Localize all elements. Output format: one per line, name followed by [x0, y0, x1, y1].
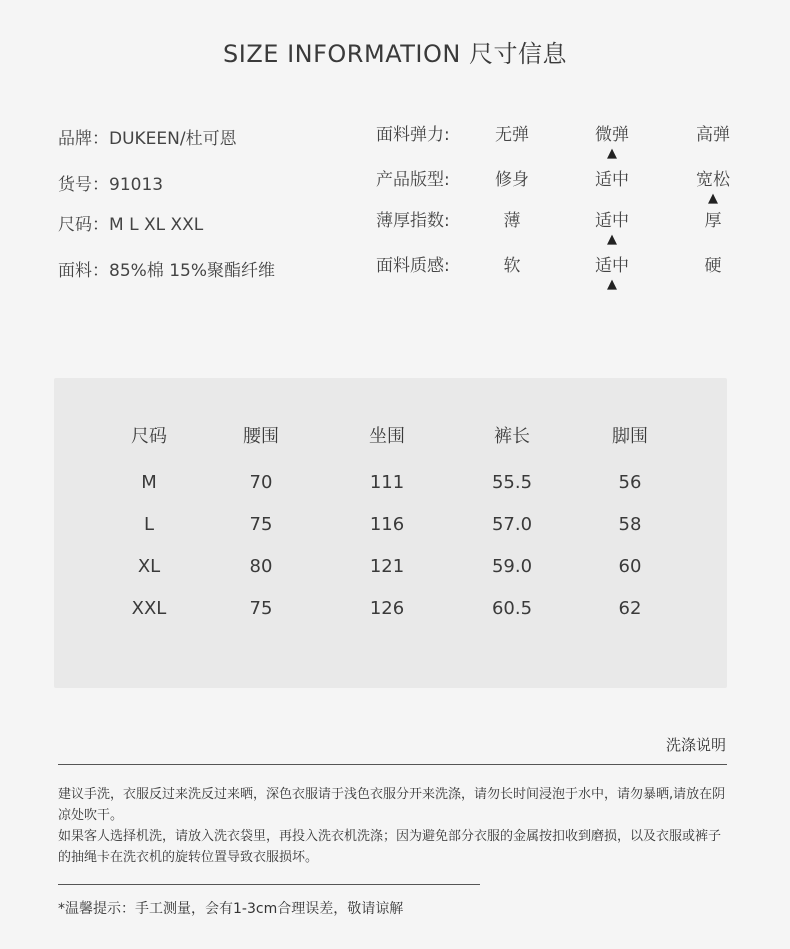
selected-arrow-icon: ▲: [607, 146, 617, 161]
wash-title: 洗涤说明: [665, 736, 726, 754]
table-cell: XL: [137, 556, 161, 577]
attribute-label: 薄厚指数:: [376, 211, 450, 231]
attribute-option: 微弹: [595, 125, 629, 145]
attribute-option: 厚: [704, 211, 722, 231]
divider: [58, 764, 727, 765]
table-cell: 56: [618, 472, 642, 493]
table-cell: XXL: [131, 598, 167, 619]
measurement-tip: *温馨提示：手工测量，会有1-3cm合理误差，敬请谅解: [58, 901, 404, 917]
table-cell: 121: [369, 556, 405, 577]
attribute-option: 软: [503, 256, 521, 276]
attribute-option: 宽松: [696, 170, 730, 190]
selected-arrow-icon: ▲: [708, 191, 718, 206]
table-cell: 75: [249, 514, 273, 535]
table-cell: L: [143, 514, 155, 535]
wash-instructions: [58, 784, 728, 868]
attribute-label: 面料弹力:: [376, 125, 450, 145]
table-cell: 59.0: [491, 556, 533, 577]
table-header-cell: 尺码: [131, 426, 167, 447]
size-table: [54, 378, 727, 688]
wash-line-2: 如果客人选择机洗，请放入洗衣袋里，再投入洗衣机洗涤；因为避免部分衣服的金属按扣收到磨损，以及衣服或裤子的抽绳卡在洗衣机的旋转位置导致衣服损坏。: [58, 829, 722, 865]
table-header-cell: 坐围: [369, 426, 405, 447]
table-cell: 62: [618, 598, 642, 619]
attribute-label: 产品版型:: [376, 170, 450, 190]
attribute-option: 适中: [595, 170, 629, 190]
attribute-option: 高弹: [696, 125, 730, 145]
table-cell: 80: [249, 556, 273, 577]
material-text: 面料：85%棉 15%聚酯纤维: [58, 261, 275, 281]
table-cell: 58: [618, 514, 642, 535]
attribute-option: 硬: [704, 256, 722, 276]
table-cell: 70: [249, 472, 273, 493]
selected-arrow-icon: ▲: [607, 277, 617, 292]
table-header-cell: 腰围: [243, 426, 279, 447]
divider: [58, 884, 480, 885]
sizes-text: 尺码：M L XL XXL: [58, 215, 204, 235]
page-title: SIZE INFORMATION 尺寸信息: [223, 40, 567, 68]
table-header-cell: 裤长: [494, 426, 530, 447]
table-cell: 60.5: [491, 598, 533, 619]
table-cell: 75: [249, 598, 273, 619]
wash-line-1: 建议手洗，衣服反过来洗反过来晒，深色衣服请于浅色衣服分开来洗涤，请勿长时间浸泡于水中，请勿暴晒,请放在阴凉处吹干。: [58, 787, 726, 823]
attribute-option: 修身: [495, 170, 529, 190]
table-cell: 116: [369, 514, 405, 535]
table-cell: 55.5: [491, 472, 533, 493]
table-cell: 126: [369, 598, 405, 619]
attribute-label: 面料质感:: [376, 256, 450, 276]
table-header-cell: 脚围: [612, 426, 648, 447]
table-cell: 60: [618, 556, 642, 577]
brand-text: 品牌：DUKEEN/杜可恩: [58, 129, 237, 149]
attribute-option: 薄: [503, 211, 521, 231]
table-cell: 57.0: [491, 514, 533, 535]
selected-arrow-icon: ▲: [607, 232, 617, 247]
attribute-option: 适中: [595, 211, 629, 231]
item-number-text: 货号：91013: [58, 175, 164, 195]
table-cell: M: [141, 472, 157, 493]
attribute-option: 适中: [595, 256, 629, 276]
attribute-option: 无弹: [495, 125, 529, 145]
table-cell: 111: [369, 472, 405, 493]
